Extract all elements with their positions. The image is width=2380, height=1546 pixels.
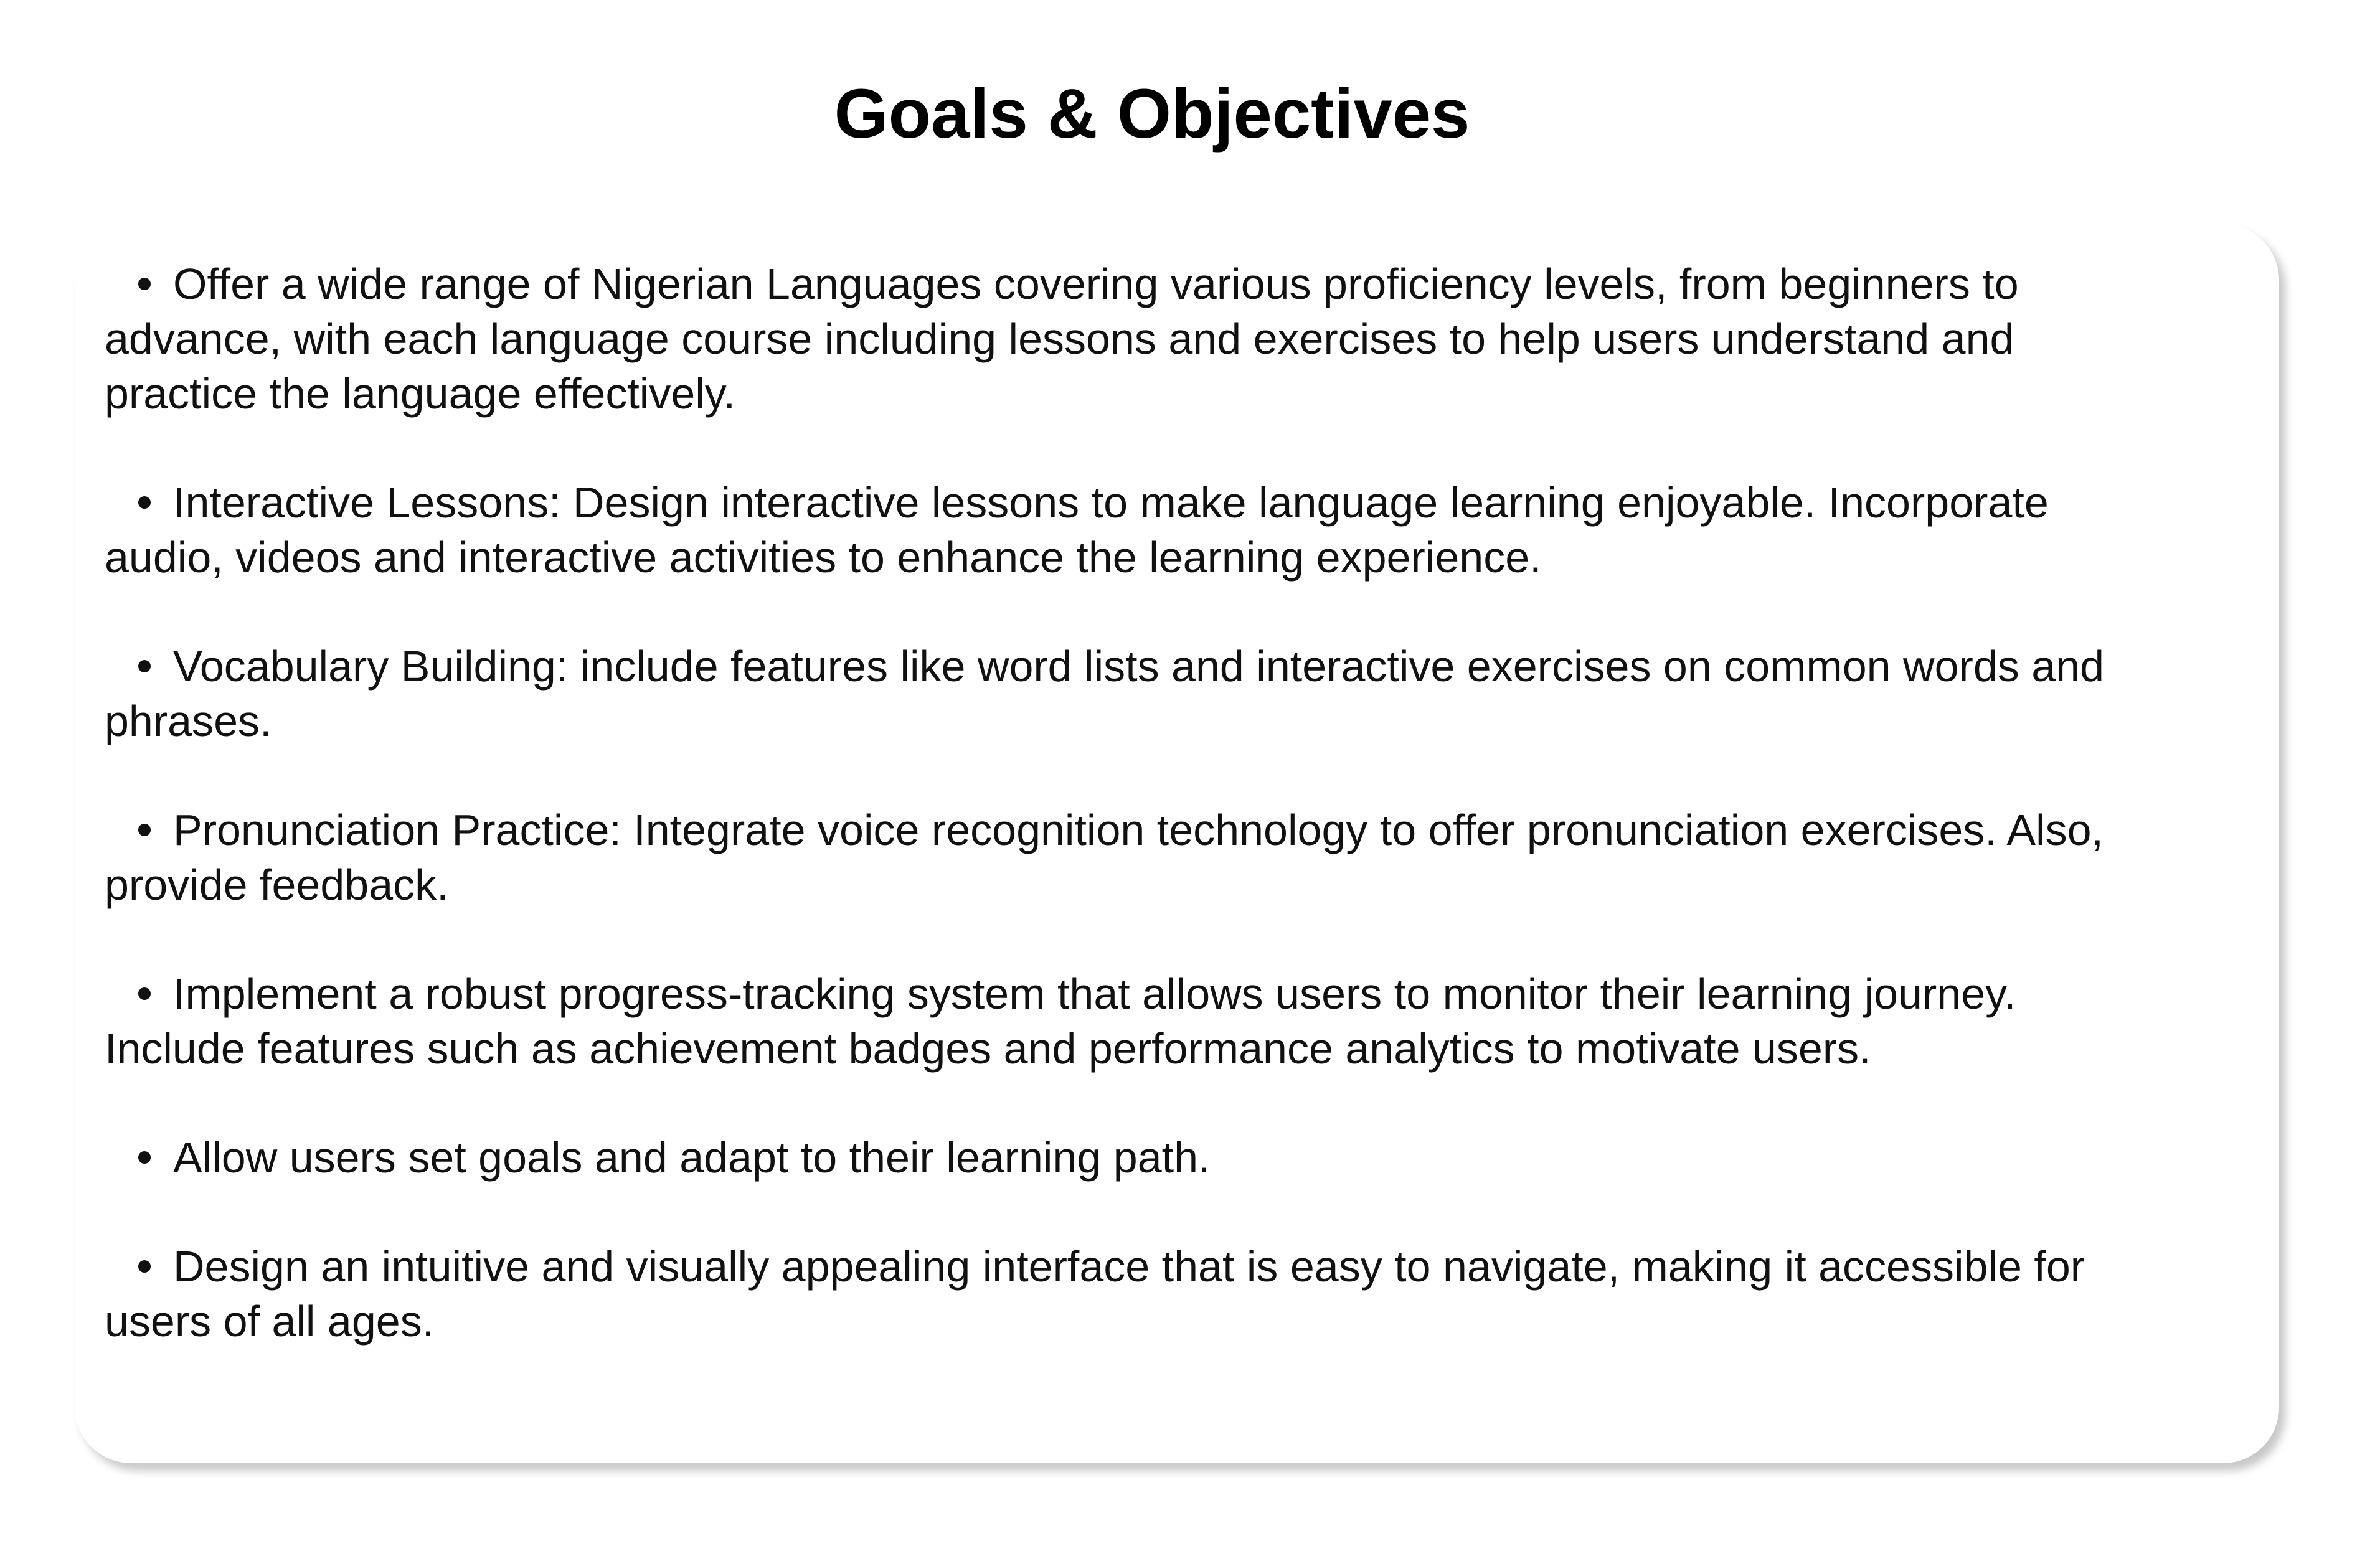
bullet-icon — [105, 966, 173, 1021]
goal-item — [105, 475, 2135, 585]
goal-text: Implement a robust progress-tracking system that allows users to monitor their learning journey. Include features such as achievement badges and performance analytics to motivate users. — [105, 969, 2016, 1073]
goal-item — [105, 1239, 2135, 1349]
goal-item — [105, 1130, 2135, 1185]
goal-item — [105, 803, 2135, 912]
goal-text: Interactive Lessons: Design interactive lessons to make language learning enjoyable. Incorporate audio, videos and interactive activities to enhance the learning experience. — [105, 478, 2049, 582]
goal-text: Allow users set goals and adapt to their learning path. — [173, 1133, 1211, 1182]
goal-text: Vocabulary Building: include features like word lists and interactive exercises on common words and phrases. — [105, 642, 2105, 745]
bullet-icon — [105, 803, 173, 857]
page-title: Goals & Objectives — [834, 75, 1470, 153]
goal-item — [105, 257, 2135, 421]
goal-item — [105, 639, 2135, 748]
goal-text: Pronunciation Practice: Integrate voice recognition technology to offer pronunciation exercises. Also, provide feedback. — [105, 806, 2104, 909]
bullet-icon — [105, 1130, 173, 1185]
goals-list — [105, 257, 2135, 1403]
goal-text: Design an intuitive and visually appealing interface that is easy to navigate, making it accessible for users of all ages. — [105, 1242, 2085, 1346]
bullet-icon — [105, 475, 173, 530]
bullet-icon — [105, 639, 173, 694]
goal-text: Offer a wide range of Nigerian Languages covering various proficiency levels, from beginners to advance, with each language course including lessons and exercises to help users understand and practice the language effectively. — [105, 260, 2019, 418]
goal-item — [105, 966, 2135, 1076]
bullet-icon — [105, 1239, 173, 1294]
bullet-icon — [105, 257, 173, 311]
